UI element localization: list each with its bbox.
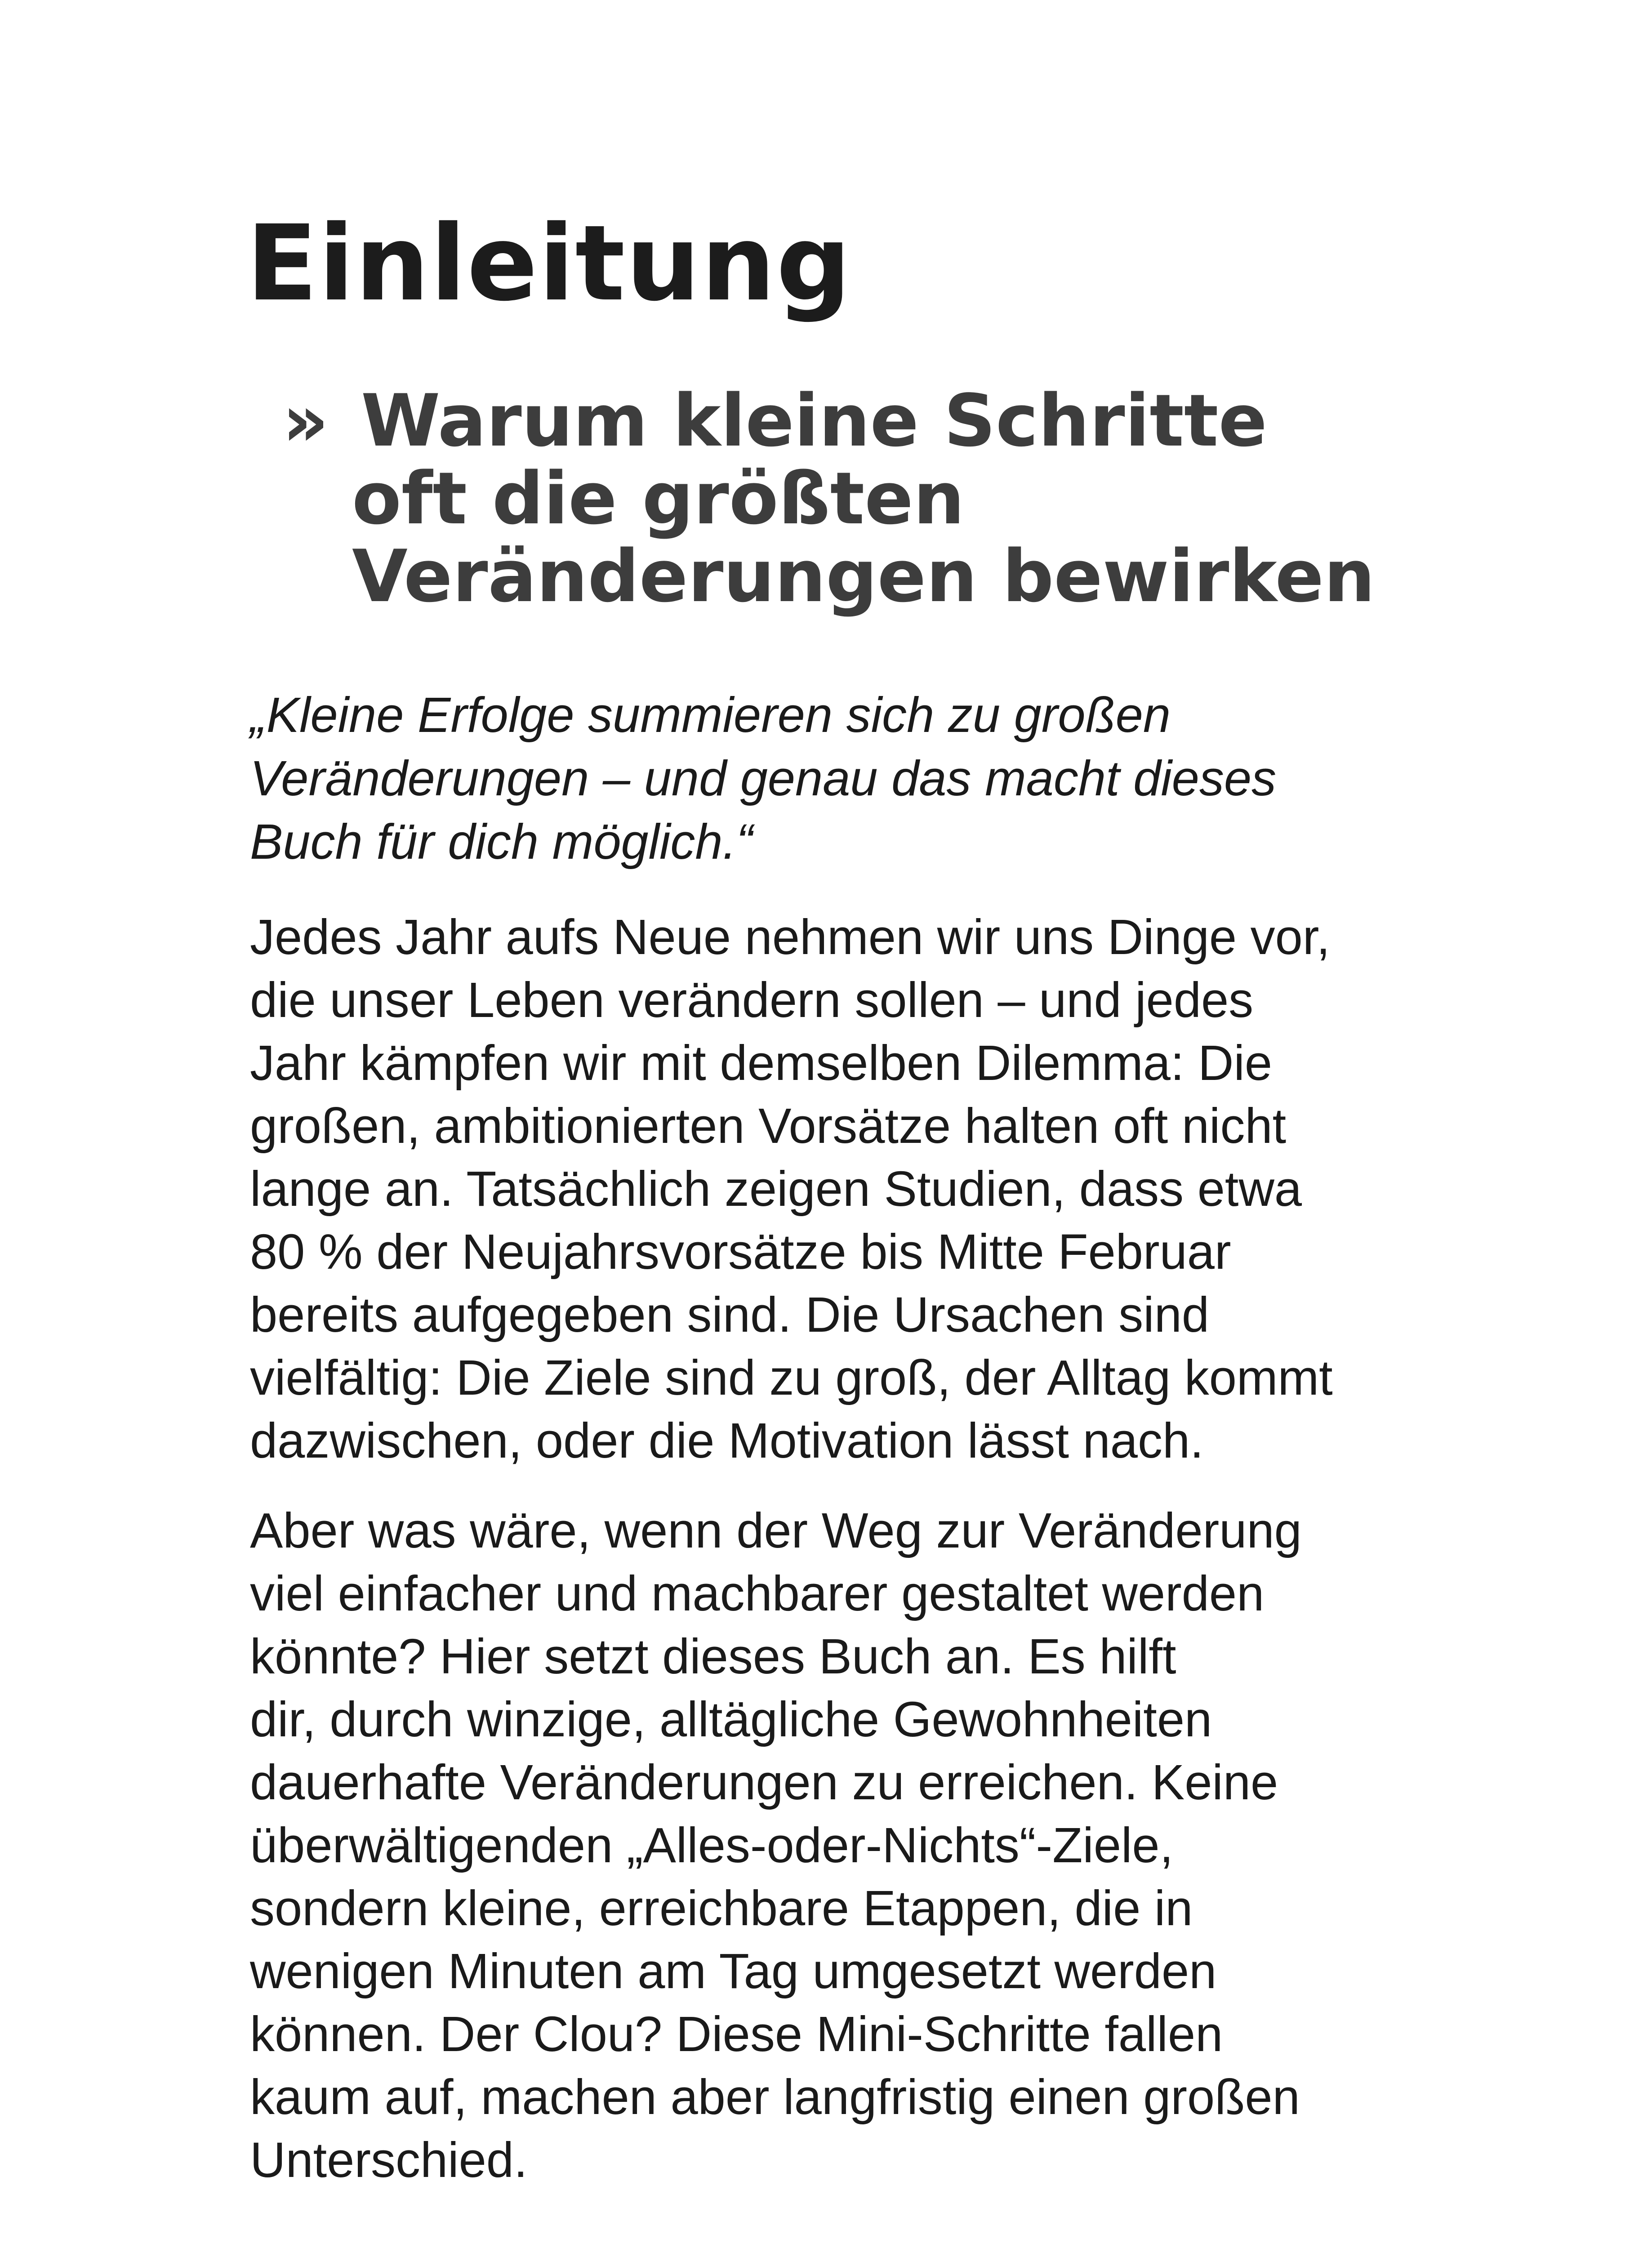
paragraph-line: überwältigenden „Alles-oder-Nichts“-Ziele, bbox=[250, 1818, 1174, 1873]
quote-line: Buch für dich möglich.“ bbox=[250, 814, 753, 870]
paragraph-line: Unterschied. bbox=[250, 2132, 528, 2188]
paragraph-line: kaum auf, machen aber langfristig einen großen bbox=[250, 2070, 1300, 2125]
chapter-title: Einleitung bbox=[246, 203, 852, 324]
paragraph-line: die unser Leben verändern sollen – und jedes bbox=[250, 972, 1254, 1028]
paragraph-line: viel einfacher und machbarer gestaltet werden bbox=[250, 1566, 1265, 1621]
paragraph-line: Aber was wäre, wenn der Weg zur Veränderung bbox=[250, 1503, 1302, 1558]
paragraph-line: bereits aufgegeben sind. Die Ursachen sind bbox=[250, 1287, 1210, 1343]
paragraph-line: dauerhafte Veränderungen zu erreichen. Keine bbox=[250, 1755, 1278, 1810]
paragraph-line: sondern kleine, erreichbare Etappen, die in bbox=[250, 1881, 1193, 1936]
chapter-subtitle bbox=[282, 379, 1375, 618]
paragraph-line: wenigen Minuten am Tag umgesetzt werden bbox=[250, 1944, 1217, 1999]
paragraph-line: Jedes Jahr aufs Neue nehmen wir uns Dinge vor, bbox=[250, 910, 1330, 965]
subtitle-line: Veränderungen bewirken bbox=[352, 534, 1375, 618]
subtitle-marker: » bbox=[282, 379, 329, 463]
quote-line: „Kleine Erfolge summieren sich zu großen bbox=[250, 687, 1171, 743]
paragraph-line: 80 % der Neujahrsvorsätze bis Mitte Februar bbox=[250, 1224, 1231, 1280]
body-paragraph-1 bbox=[250, 906, 1333, 1472]
subtitle-line-text: Warum kleine Schritte bbox=[361, 379, 1267, 463]
paragraph-line: dazwischen, oder die Motivation lässt nach. bbox=[250, 1413, 1204, 1468]
paragraph-line: vielfältig: Die Ziele sind zu groß, der Alltag kommt bbox=[250, 1350, 1333, 1405]
subtitle-line bbox=[282, 379, 1375, 463]
paragraph-line: großen, ambitionierten Vorsätze halten oft nicht bbox=[250, 1098, 1287, 1154]
subtitle-line: oft die größten bbox=[352, 456, 965, 540]
paragraph-line: dir, durch winzige, alltägliche Gewohnheiten bbox=[250, 1692, 1212, 1747]
quote-line: Veränderungen – und genau das macht dieses bbox=[250, 751, 1277, 806]
body-paragraph-2 bbox=[250, 1499, 1302, 2192]
paragraph-line: lange an. Tatsächlich zeigen Studien, dass etwa bbox=[250, 1161, 1302, 1217]
paragraph-line: Jahr kämpfen wir mit demselben Dilemma: Die bbox=[250, 1035, 1273, 1091]
intro-quote bbox=[250, 683, 1276, 874]
paragraph-line: können. Der Clou? Diese Mini-Schritte fallen bbox=[250, 2007, 1223, 2062]
paragraph-line: könnte? Hier setzt dieses Buch an. Es hilft bbox=[250, 1629, 1176, 1684]
